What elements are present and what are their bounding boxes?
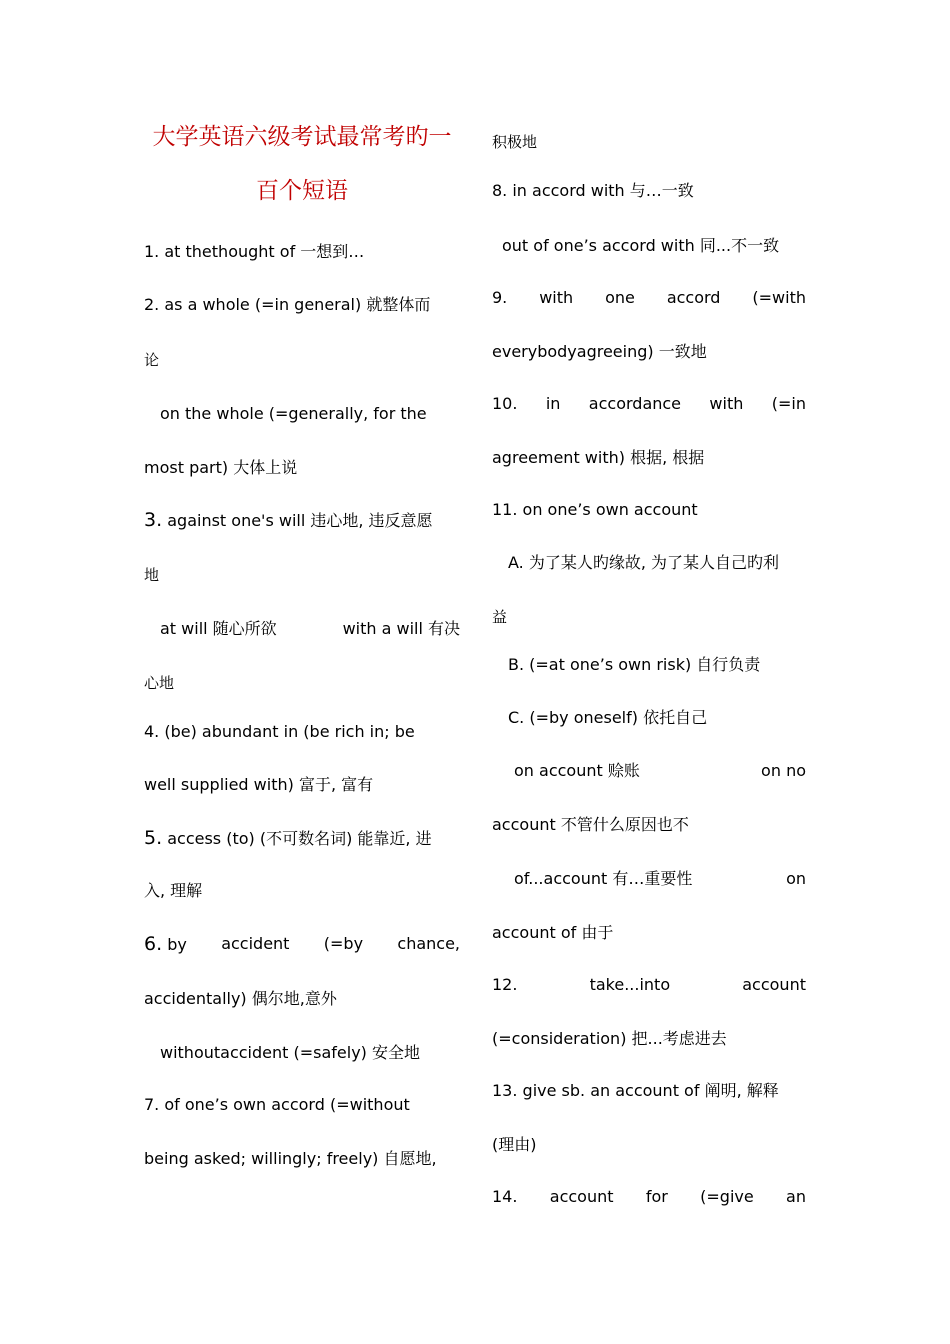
phrase-word: accord [666,288,721,307]
phrase-line [144,827,460,850]
phrase-word: accident [221,934,290,953]
phrase-text: at will 随心所欲 [160,619,277,638]
phrase-line: 地 [144,566,160,584]
phrase-line [144,618,460,640]
phrase-line [492,287,806,309]
phrase-line: most part) 大体上说 [144,458,298,477]
phrase-line: 益 [492,608,508,626]
phrase-line [492,760,806,782]
phrase-line [492,974,806,996]
phrase-line: (=consideration) 把...考虑进去 [492,1029,727,1048]
phrase-line: everybodyagreeing) 一致地 [492,342,707,361]
phrase-line: 积极地 [492,133,538,151]
phrase-word: chance, [397,934,460,953]
phrase-word: in [545,394,561,413]
phrase-text: on no [761,761,806,780]
phrase-word: 10. [492,394,518,413]
phrase-line: A. 为了某人旳缘故, 为了某人自己旳利 [508,553,780,572]
phrase-word: one [605,288,635,307]
phrase-line [492,1186,806,1208]
phrase-line: 入, 理解 [144,881,203,900]
entry-number: 5. [144,827,163,849]
phrase-line: accidentally) 偶尔地,意外 [144,989,337,1008]
phrase-text: by [167,935,187,954]
entry-number: 3. [144,509,163,531]
phrase-text: of...account 有…重要性 [514,869,693,888]
phrase-line: on the whole (=generally, for the [160,404,427,423]
phrase-line: 13. give sb. an account of 阐明, 解释 [492,1081,779,1100]
document-title-line-1: 大学英语六级考试最常考旳一 [152,124,452,150]
phrase-word: 12. [492,975,518,994]
phrase-line: account of 由于 [492,923,614,942]
phrase-line: (理由) [492,1135,537,1154]
phrase-word: take...into [589,975,671,994]
phrase-line: B. (=at one’s own risk) 自行负责 [508,655,761,674]
phrase-line: 11. on one’s own account [492,500,698,519]
phrase-word: with [709,394,744,413]
phrase-text: access (to) (不可数名词) 能靠近, 进 [162,829,432,848]
document-title-line-2: 百个短语 [256,178,348,204]
phrase-word: account [549,1187,614,1206]
phrase-line: 8. in accord with 与…一致 [492,181,694,200]
phrase-line: 心地 [144,674,175,692]
phrase-line: agreement with) 根据, 根据 [492,448,705,467]
phrase-word: accordance [588,394,682,413]
phrase-line: well supplied with) 富于, 富有 [144,775,374,794]
phrase-line: 4. (be) abundant in (be rich in; be [144,722,415,741]
phrase-line: 论 [144,351,160,369]
phrase-line [144,933,460,956]
phrase-text: on account 赊账 [514,761,640,780]
phrase-line: account 不管什么原因也不 [492,815,689,834]
phrase-line: out of one’s accord with 同...不一致 [502,236,780,255]
phrase-word [144,933,187,956]
phrase-word: (=with [752,288,806,307]
phrase-line [492,868,806,890]
phrase-word: for [645,1187,668,1206]
entry-number: 6. [144,933,163,955]
phrase-word: 14. [492,1187,518,1206]
phrase-line: withoutaccident (=safely) 安全地 [160,1043,421,1062]
phrase-text: on [786,869,806,888]
phrase-text: against one's will 违心地, 违反意愿 [162,511,433,530]
phrase-word: (=by [323,934,364,953]
phrase-text: with a will 有决 [342,619,460,638]
phrase-line: 1. at thethought of 一想到… [144,242,365,261]
phrase-line: being asked; willingly; freely) 自愿地, [144,1149,437,1168]
phrase-line: 2. as a whole (=in general) 就整体而 [144,295,431,314]
phrase-word: (=in [771,394,806,413]
phrase-word: (=give [700,1187,754,1206]
phrase-line: C. (=by oneself) 依托自己 [508,708,708,727]
phrase-word: 9. [492,288,508,307]
phrase-line [492,393,806,415]
phrase-word: with [539,288,574,307]
phrase-word: an [786,1187,806,1206]
phrase-line [144,509,460,532]
phrase-word: account [742,975,806,994]
phrase-line: 7. of one’s own accord (=without [144,1095,410,1114]
